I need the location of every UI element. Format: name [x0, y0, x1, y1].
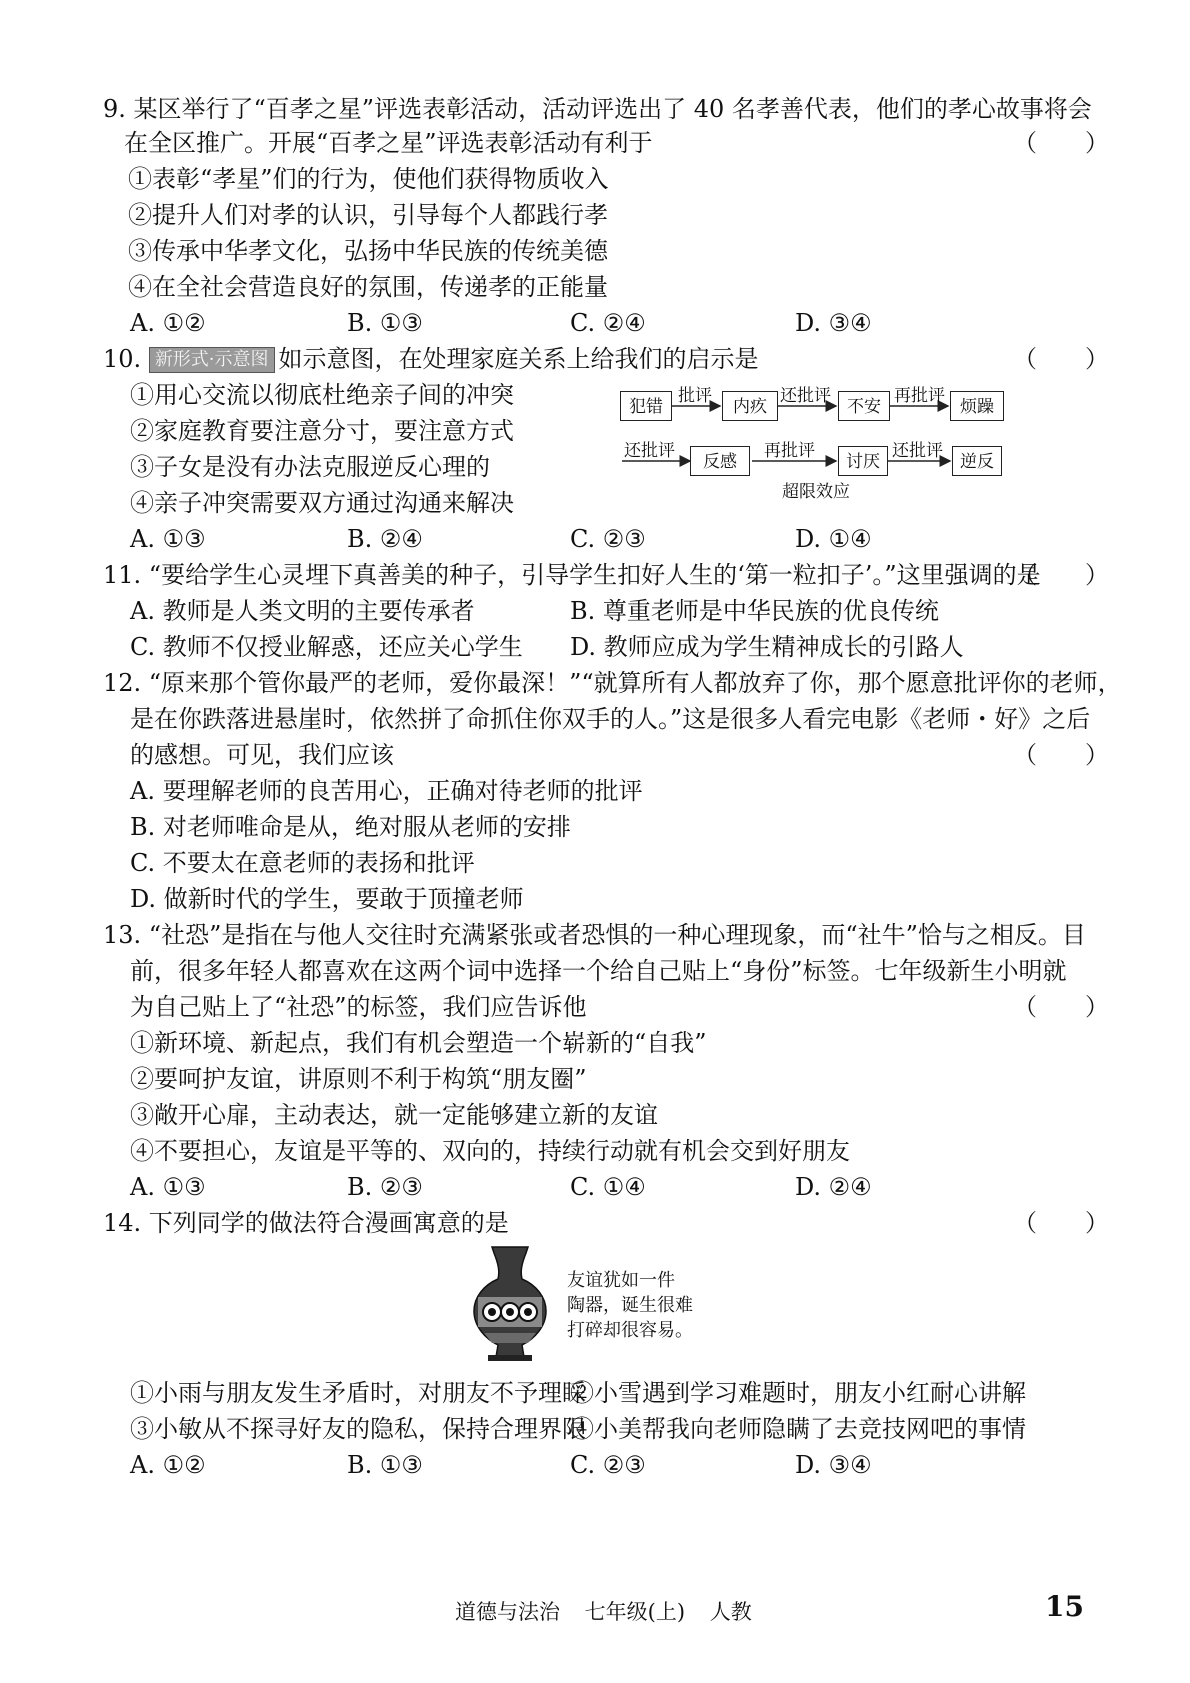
q12-stem-line1: 12. “原来那个管你最严的老师，爱你最深！”“就算所有人都放弃了你，那个愿意批评你的老师， [103, 669, 1122, 697]
page-number: 15 [1045, 1590, 1084, 1623]
q14-option-b: B. ①③ [347, 1451, 423, 1479]
q13-stem-line1: 13. “社恐”是指在与他人交往时充满紧张或者恐惧的一种心理现象，而“社牛”恰与之相反。目 [103, 921, 1086, 949]
cartoon-caption-line2: 陶器，诞生很难 [567, 1295, 693, 1316]
q9-item-2: ②提升人们对孝的认识，引导每个人都践行孝 [128, 201, 608, 229]
q9-option-d: D. ③④ [795, 309, 872, 337]
q12-stem-line3: 的感想。可见，我们应该 [130, 741, 394, 769]
cartoon-caption-line3: 打碎却很容易。 [567, 1320, 693, 1341]
q14-item-1: ①小雨与朋友发生矛盾时，对朋友不予理睬 [130, 1379, 586, 1407]
q13-answer-paren: （ ） [1013, 993, 1109, 1021]
q14-stem: 14. 下列同学的做法符合漫画寓意的是 [103, 1209, 509, 1237]
q10-option-b: B. ②④ [347, 525, 423, 553]
q13-item-4: ④不要担心，友谊是平等的、双向的，持续行动就有机会交到好朋友 [130, 1137, 850, 1165]
q9-answer-paren: （ ） [1013, 129, 1109, 157]
diagram-label-zaipiping-2: 再批评 [764, 441, 815, 461]
q9-stem-line1: 9. 某区举行了“百孝之星”评选表彰活动，活动评选出了 40 名孝善代表，他们的孝心故事将会 [103, 95, 1092, 123]
q9-option-c: C. ②④ [570, 309, 646, 337]
q13-item-3: ③敞开心扉，主动表达，就一定能够建立新的友谊 [130, 1101, 658, 1129]
q14-option-c: C. ②③ [570, 1451, 646, 1479]
q12-option-a: A. 要理解老师的良苦用心，正确对待老师的批评 [130, 777, 643, 805]
q12-option-b: B. 对老师唯命是从，绝对服从老师的安排 [130, 813, 571, 841]
page-footer: 道德与法治 七年级(上) 人教 [455, 1600, 752, 1624]
q10-item-3: ③子女是没有办法克服逆反心理的 [130, 453, 490, 481]
q14-answer-paren: （ ） [1013, 1209, 1109, 1237]
q13-option-a: A. ①③ [130, 1173, 206, 1201]
q9-option-b: B. ①③ [347, 309, 423, 337]
q11-option-d: D. 教师应成为学生精神成长的引路人 [570, 633, 964, 661]
q10-option-a: A. ①③ [130, 525, 206, 553]
q13-stem-line3: 为自己贴上了“社恐”的标签，我们应告诉他 [130, 993, 587, 1021]
q13-option-d: D. ②④ [795, 1173, 872, 1201]
q10-item-2: ②家庭教育要注意分寸，要注意方式 [130, 417, 514, 445]
q14-option-a: A. ①② [130, 1451, 206, 1479]
q11-answer-paren: （ ） [1013, 561, 1109, 589]
diagram-box-buan: 不安 [838, 391, 890, 421]
diagram-label-haipiping-2: 还批评 [892, 441, 943, 461]
diagram-box-taoyan: 讨厌 [838, 446, 888, 476]
diagram-label-haipiping-1: 还批评 [780, 386, 831, 406]
q10-number: 10. [103, 345, 142, 373]
q10-stem-text: 如示意图，在处理家庭关系上给我们的启示是 [278, 345, 759, 373]
diagram-box-fanzao: 烦躁 [950, 391, 1004, 421]
q11-option-a: A. 教师是人类文明的主要传承者 [130, 597, 475, 625]
diagram-box-neijiu: 内疚 [722, 391, 778, 421]
q9-item-1: ①表彰“孝星”们的行为，使他们获得物质收入 [128, 165, 609, 193]
q11-option-c: C. 教师不仅授业解惑，还应关心学生 [130, 633, 523, 661]
q10-item-4: ④亲子冲突需要双方通过沟通来解决 [130, 489, 514, 517]
q13-stem-line2: 前，很多年轻人都喜欢在这两个词中选择一个给自己贴上“身份”标签。七年级新生小明就 [130, 957, 1067, 985]
q12-answer-paren: （ ） [1013, 741, 1109, 769]
q10-answer-paren: （ ） [1013, 345, 1109, 373]
diagram-box-fangan: 反感 [690, 446, 750, 476]
q12-option-c: C. 不要太在意老师的表扬和批评 [130, 849, 475, 877]
q10-item-1: ①用心交流以彻底杜绝亲子间的冲突 [130, 381, 514, 409]
q14-item-3: ③小敏从不探寻好友的隐私，保持合理界限 [130, 1415, 586, 1443]
q9-option-a: A. ①② [130, 309, 206, 337]
q9-item-3: ③传承中华孝文化，弘扬中华民族的传统美德 [128, 237, 608, 265]
q11-stem: 11. “要给学生心灵埋下真善美的种子，引导学生扣好人生的‘第一粒扣子’。”这里强调的是 [103, 561, 1041, 589]
q14-item-4: ④小美帮我向老师隐瞒了去竞技网吧的事情 [570, 1415, 1026, 1443]
q10-option-c: C. ②③ [570, 525, 646, 553]
diagram-caption: 超限效应 [782, 482, 850, 502]
q9-stem-line2: 在全区推广。开展“百孝之星”评选表彰活动有利于 [124, 129, 653, 157]
q10-tag-badge: 新形式·示意图 [149, 347, 275, 373]
cartoon-caption-line1: 友谊犹如一件 [567, 1270, 675, 1291]
diagram-box-nifan: 逆反 [952, 446, 1002, 476]
q12-stem-line2: 是在你跌落进悬崖时，依然拼了命抓住你双手的人。”这是很多人看完电影《老师・好》之后 [130, 705, 1091, 733]
vase-illustration [470, 1245, 550, 1365]
q13-option-c: C. ①④ [570, 1173, 646, 1201]
q14-item-2: ②小雪遇到学习难题时，朋友小红耐心讲解 [570, 1379, 1026, 1407]
q10-option-d: D. ①④ [795, 525, 872, 553]
diagram-box-fancuo: 犯错 [620, 391, 672, 421]
q12-option-d: D. 做新时代的学生，要敢于顶撞老师 [130, 885, 524, 913]
diagram-label-zaipiping-1: 再批评 [894, 386, 945, 406]
q9-item-4: ④在全社会营造良好的氛围，传递孝的正能量 [128, 273, 608, 301]
q13-option-b: B. ②③ [347, 1173, 423, 1201]
diagram-label-piping: 批评 [678, 386, 712, 406]
q14-option-d: D. ③④ [795, 1451, 872, 1479]
diagram-label-haipiping-lead: 还批评 [624, 441, 675, 461]
q13-item-1: ①新环境、新起点，我们有机会塑造一个崭新的“自我” [130, 1029, 707, 1057]
q11-option-b: B. 尊重老师是中华民族的优良传统 [570, 597, 939, 625]
q13-item-2: ②要呵护友谊，讲原则不利于构筑“朋友圈” [130, 1065, 587, 1093]
q10-stem [103, 344, 759, 374]
